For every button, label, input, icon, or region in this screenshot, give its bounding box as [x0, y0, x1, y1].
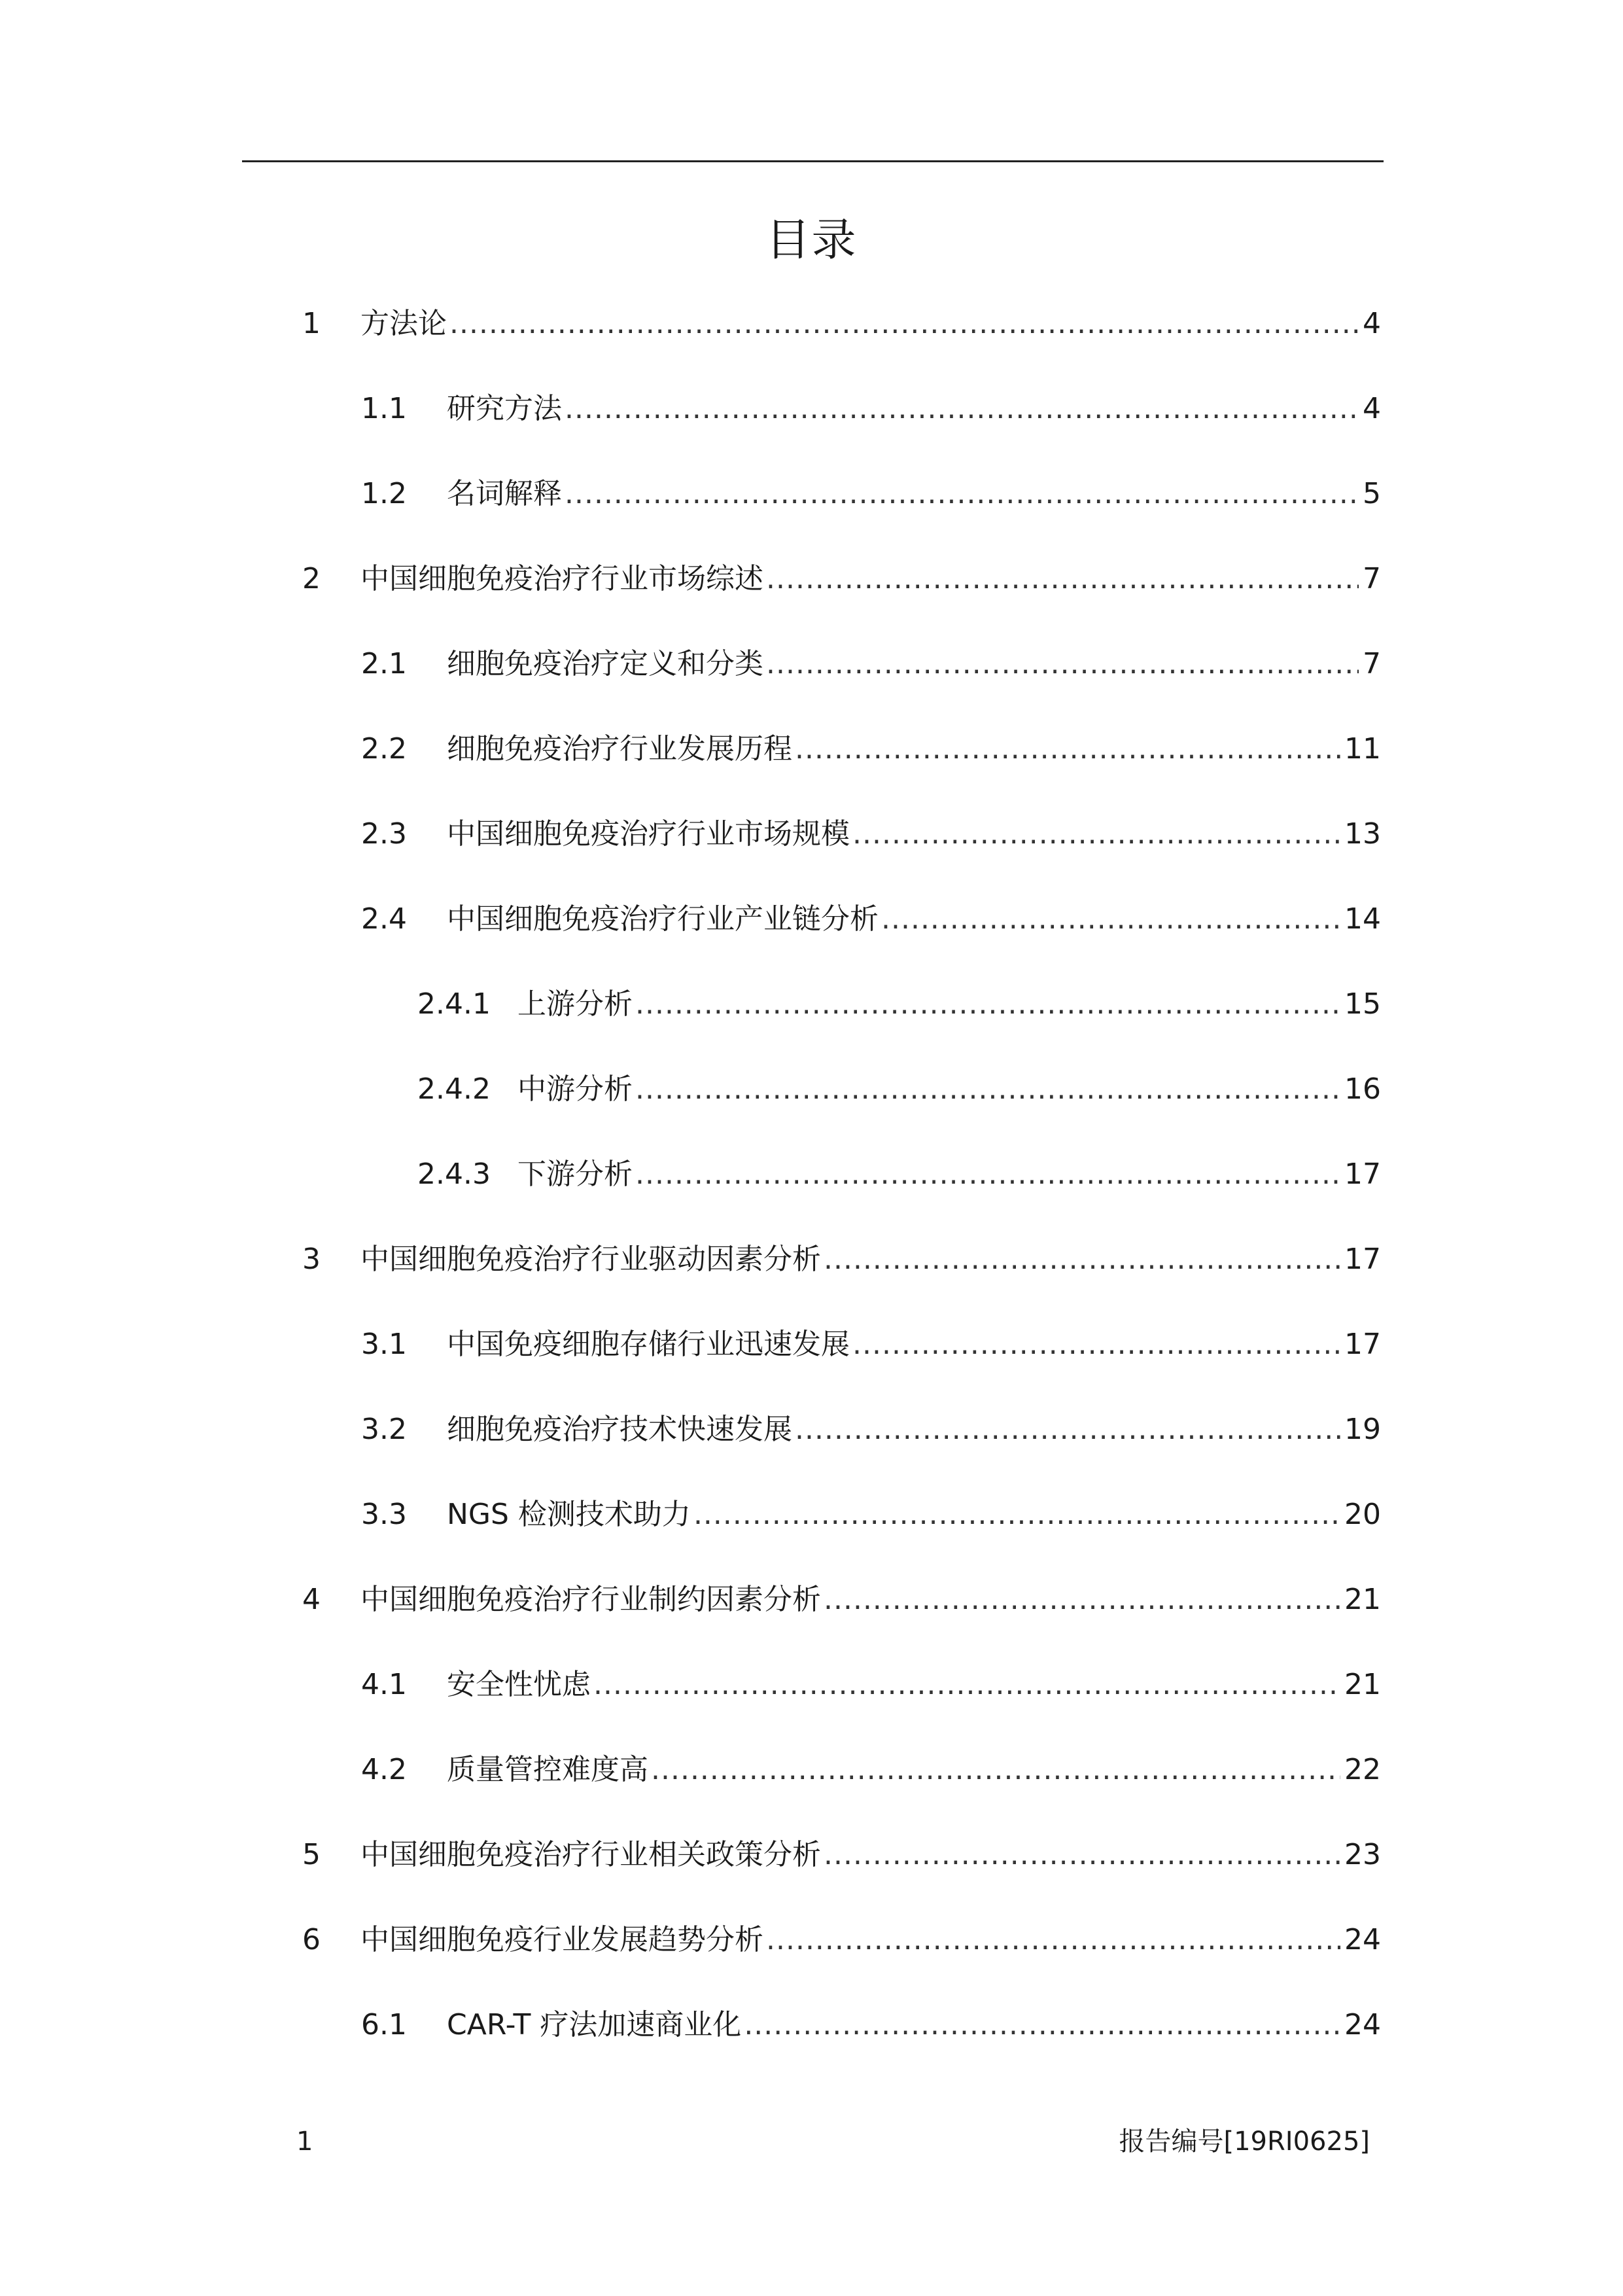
toc-dot-leader	[651, 1747, 1340, 1793]
toc-entry[interactable]	[361, 386, 1381, 432]
toc-entry-label: 名词解释	[447, 477, 562, 510]
toc-dot-leader	[635, 981, 1340, 1027]
toc-entry[interactable]	[417, 981, 1381, 1027]
toc-entry-page: 7	[1363, 562, 1381, 595]
header-rule	[242, 160, 1384, 162]
toc-entry[interactable]	[361, 896, 1381, 942]
toc-entry-page: 20	[1344, 1498, 1381, 1531]
toc-entry-number: 1	[302, 307, 321, 340]
toc-entry-number: 5	[302, 1838, 321, 1871]
toc-entry[interactable]	[302, 1917, 1381, 1963]
toc-entry-label: 中国细胞免疫治疗行业市场综述	[360, 562, 763, 595]
toc-entry-page: 21	[1344, 1583, 1381, 1616]
toc-entry-page: 17	[1344, 1243, 1381, 1276]
toc-entry[interactable]	[361, 471, 1381, 517]
toc-entry-label: 方法论	[360, 307, 447, 340]
toc-entry-page: 16	[1344, 1072, 1381, 1106]
toc-entry-page: 17	[1344, 1328, 1381, 1361]
toc-entry-number: 2.2	[361, 732, 407, 766]
toc-entry-page: 14	[1344, 902, 1381, 936]
toc-entry[interactable]	[361, 1747, 1381, 1793]
toc-entry-label: 中国细胞免疫治疗行业产业链分析	[447, 902, 879, 936]
toc-dot-leader	[852, 811, 1340, 857]
toc-entry-label: 细胞免疫治疗行业发展历程	[447, 732, 792, 766]
toc-entry[interactable]	[302, 301, 1381, 347]
toc-entry-label: NGS 检测技术助力	[447, 1498, 691, 1531]
toc-entry-number: 3.3	[361, 1498, 407, 1531]
toc-dot-leader	[852, 1322, 1340, 1368]
toc-entry-label: 细胞免疫治疗技术快速发展	[447, 1413, 792, 1446]
toc-dot-leader	[824, 1237, 1340, 1282]
toc-entry[interactable]	[417, 1152, 1381, 1197]
toc-entry-label: 中国细胞免疫治疗行业相关政策分析	[360, 1838, 821, 1871]
toc-entry[interactable]	[302, 556, 1381, 602]
toc-entry-label: 研究方法	[447, 392, 562, 425]
toc-entry-number: 4.2	[361, 1753, 407, 1786]
toc-entry[interactable]	[417, 1067, 1381, 1112]
toc-dot-leader	[449, 301, 1359, 347]
toc-entry-page: 24	[1344, 2008, 1381, 2041]
toc-entry-number: 3.1	[361, 1328, 407, 1361]
toc-entry-label: CAR-T 疗法加速商业化	[447, 2008, 742, 2041]
footer-page-number: 1	[296, 2127, 313, 2157]
toc-entry-label: 中游分析	[517, 1072, 633, 1106]
toc-dot-leader	[744, 2002, 1340, 2048]
toc-entry-label: 中国细胞免疫治疗行业驱动因素分析	[360, 1243, 821, 1276]
toc-entry-label: 中国细胞免疫治疗行业制约因素分析	[360, 1583, 821, 1616]
toc-entry-label: 安全性忧虑	[447, 1668, 591, 1701]
toc-entry-page: 5	[1363, 477, 1381, 510]
toc-entry-label: 下游分析	[517, 1157, 633, 1191]
toc-entry-page: 7	[1363, 647, 1381, 680]
toc-dot-leader	[565, 471, 1359, 517]
toc-entry-number: 2.4	[361, 902, 407, 936]
toc-entry-number: 4	[302, 1583, 321, 1616]
toc-entry-number: 3.2	[361, 1413, 407, 1446]
toc-entry-number: 6	[302, 1923, 321, 1956]
toc-entry-number: 2	[302, 562, 321, 595]
toc-dot-leader	[635, 1067, 1340, 1112]
toc-dot-leader	[635, 1152, 1340, 1197]
toc-entry-page: 21	[1344, 1668, 1381, 1701]
toc-entry-number: 3	[302, 1243, 321, 1276]
toc-entry-number: 6.1	[361, 2008, 407, 2041]
toc-entry-page: 19	[1344, 1413, 1381, 1446]
footer-report-number: 报告编号[19RI0625]	[1119, 2127, 1370, 2157]
toc-entry-page: 22	[1344, 1753, 1381, 1786]
toc-dot-leader	[693, 1492, 1340, 1538]
toc-entry-number: 2.4.2	[417, 1072, 491, 1106]
toc-entry-label: 上游分析	[517, 987, 633, 1021]
toc-entry-page: 24	[1344, 1923, 1381, 1956]
toc-entry-page: 23	[1344, 1838, 1381, 1871]
toc-entry-number: 1.2	[361, 477, 407, 510]
toc-entry[interactable]	[302, 1577, 1381, 1623]
toc-entry[interactable]	[361, 1492, 1381, 1538]
toc-dot-leader	[593, 1662, 1340, 1708]
toc-dot-leader	[795, 1407, 1340, 1453]
toc-entry-label: 中国细胞免疫治疗行业市场规模	[447, 817, 850, 851]
toc-dot-leader	[766, 556, 1359, 602]
toc-title: 目录	[765, 215, 858, 266]
toc-entry[interactable]	[361, 1407, 1381, 1453]
toc-dot-leader	[795, 726, 1340, 772]
toc-entry-label: 质量管控难度高	[447, 1753, 648, 1786]
toc-dot-leader	[824, 1577, 1340, 1623]
toc-entry-number: 1.1	[361, 392, 407, 425]
toc-dot-leader	[565, 386, 1359, 432]
toc-entry-page: 4	[1363, 307, 1381, 340]
toc-entry-number: 2.3	[361, 817, 407, 851]
toc-entry[interactable]	[361, 811, 1381, 857]
toc-entry[interactable]	[361, 2002, 1381, 2048]
toc-dot-leader	[766, 1917, 1340, 1963]
toc-entry-label: 细胞免疫治疗定义和分类	[447, 647, 763, 680]
toc-entry[interactable]	[361, 1322, 1381, 1368]
toc-entry-page: 17	[1344, 1157, 1381, 1191]
toc-entry-page: 15	[1344, 987, 1381, 1021]
toc-entry-page: 4	[1363, 392, 1381, 425]
toc-entry[interactable]	[361, 1662, 1381, 1708]
toc-entry[interactable]	[302, 1832, 1381, 1878]
toc-entry[interactable]	[302, 1237, 1381, 1282]
toc-entry[interactable]	[361, 726, 1381, 772]
toc-entry-label: 中国免疫细胞存储行业迅速发展	[447, 1328, 850, 1361]
toc-entry-page: 13	[1344, 817, 1381, 851]
toc-entry-number: 2.4.3	[417, 1157, 491, 1191]
toc-entry-label: 中国细胞免疫行业发展趋势分析	[360, 1923, 763, 1956]
toc-entry-number: 4.1	[361, 1668, 407, 1701]
toc-dot-leader	[766, 641, 1359, 687]
toc-dot-leader	[824, 1832, 1340, 1878]
toc-dot-leader	[881, 896, 1340, 942]
toc-entry-number: 2.1	[361, 647, 407, 680]
toc-entry-number: 2.4.1	[417, 987, 491, 1021]
toc-entry-page: 11	[1344, 732, 1381, 766]
toc-entry[interactable]	[361, 641, 1381, 687]
